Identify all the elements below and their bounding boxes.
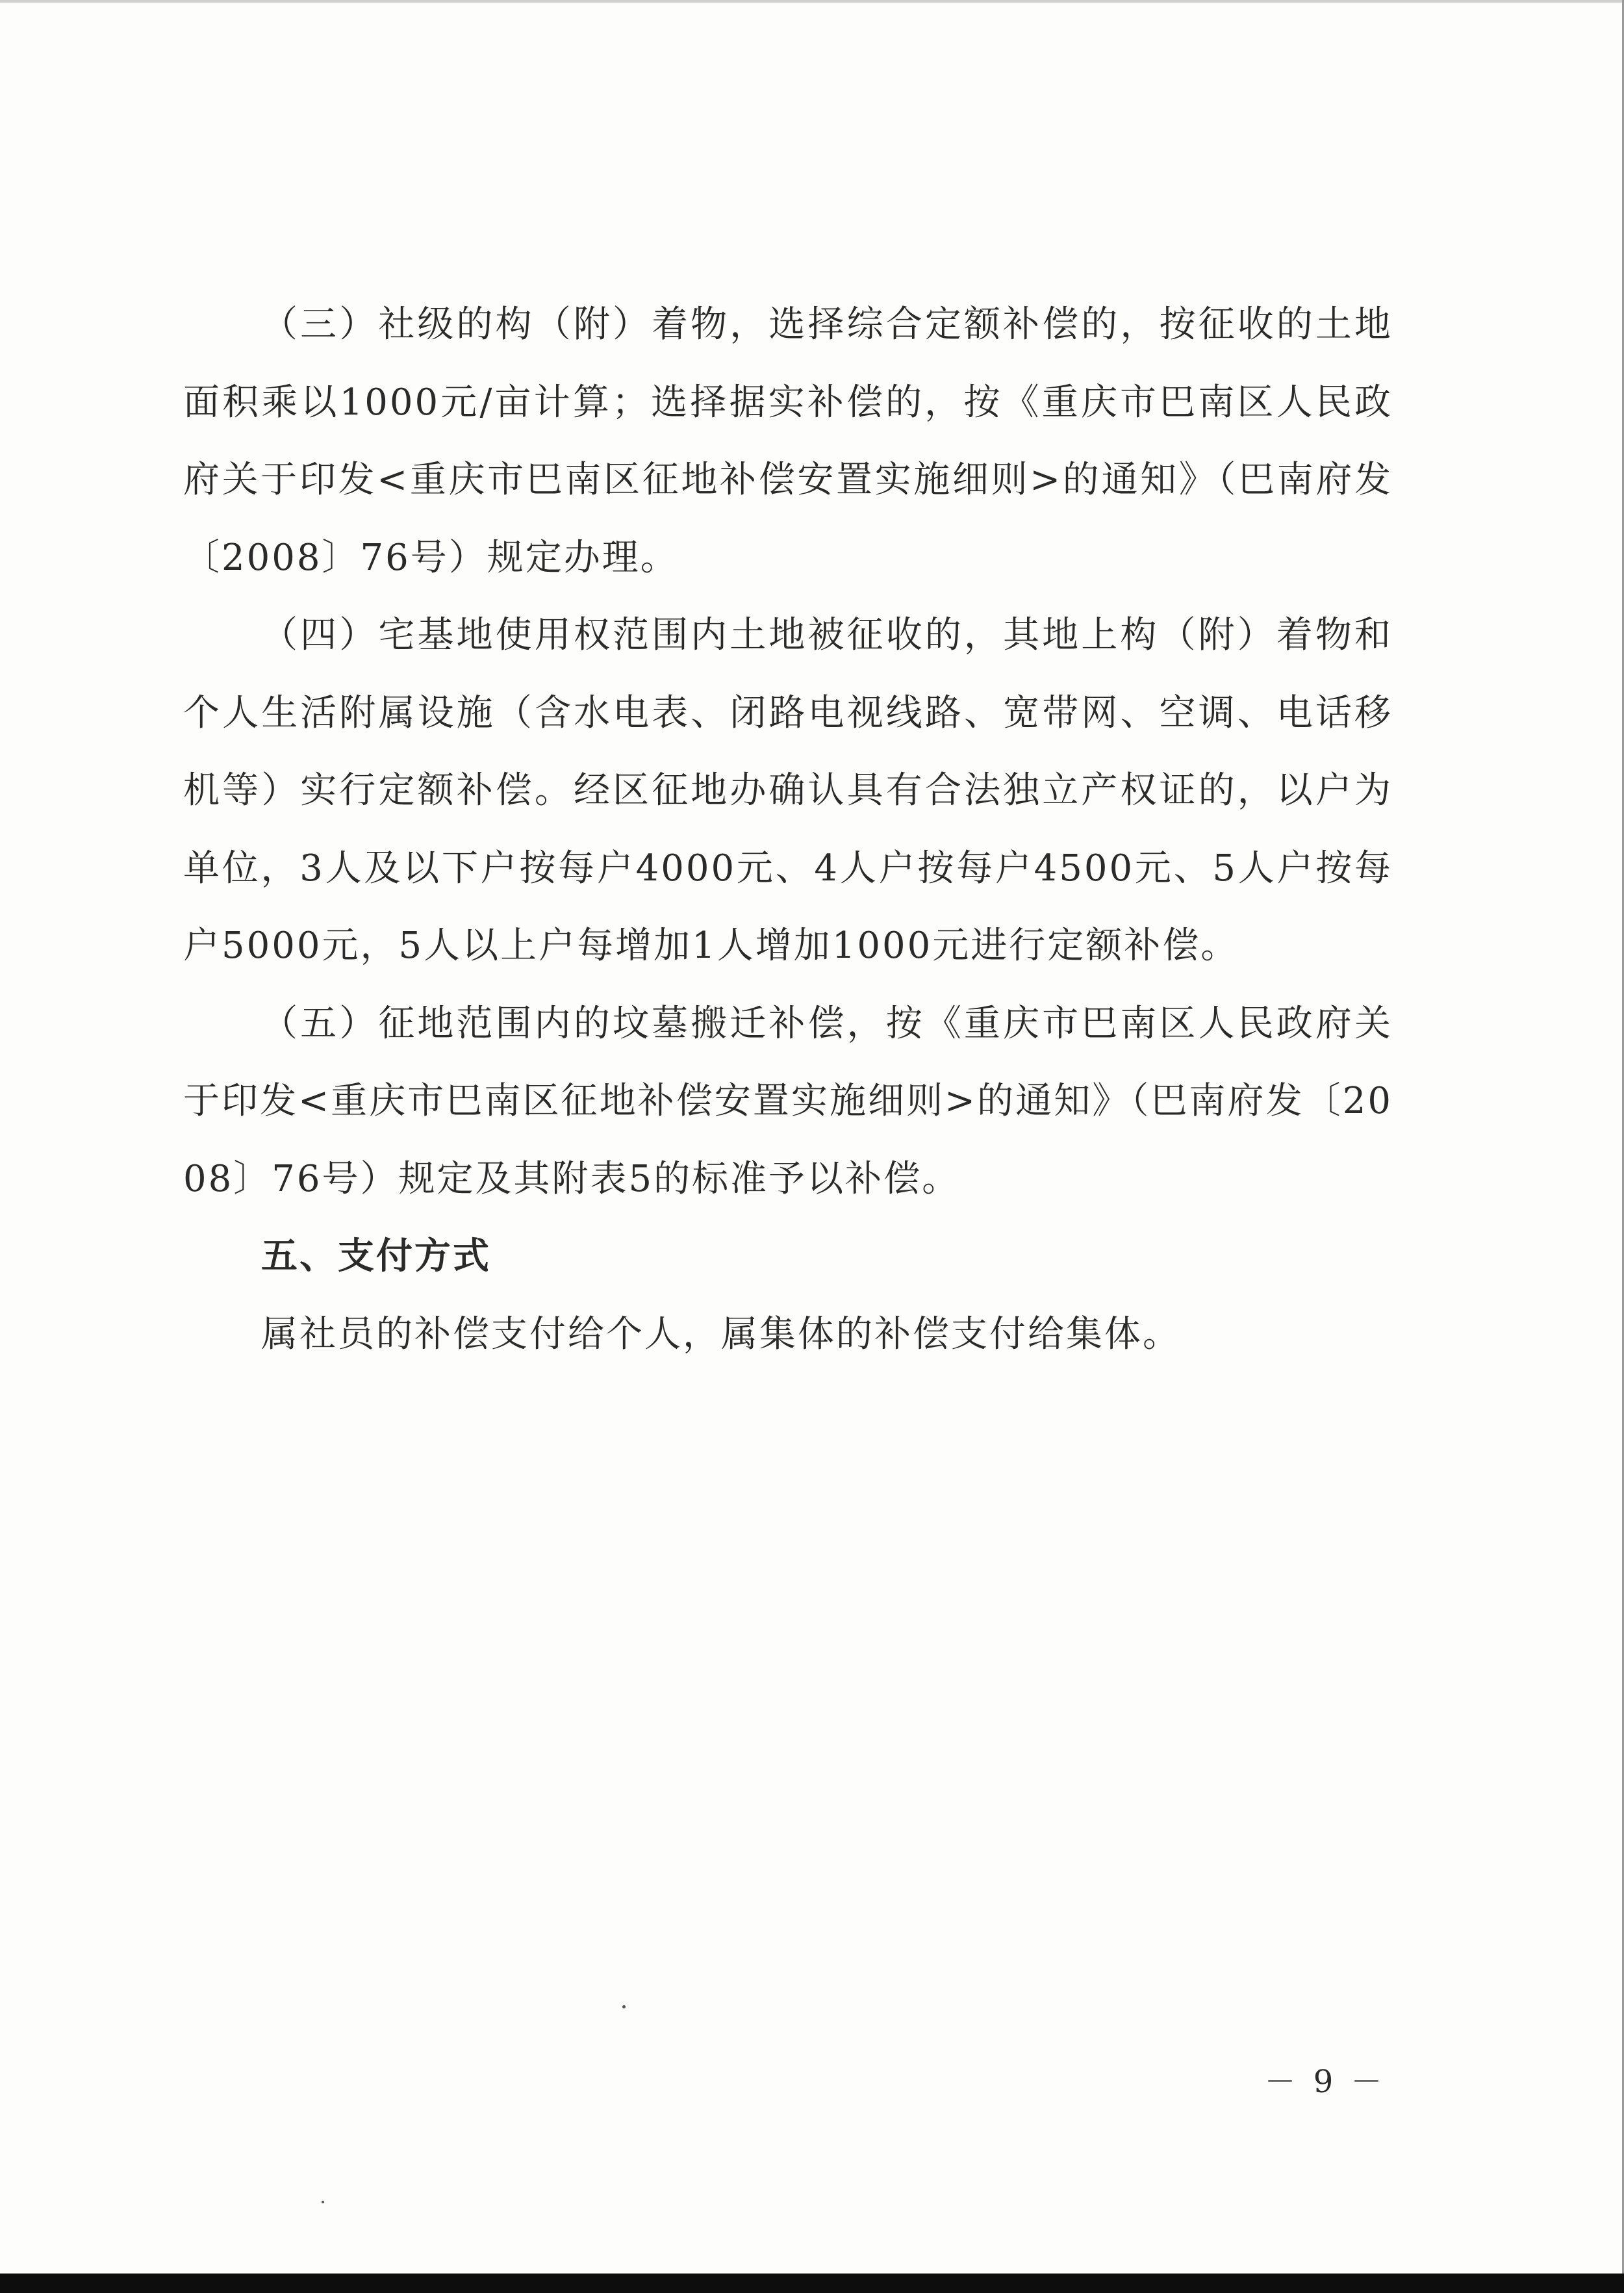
document-body [183,286,1393,1373]
paragraph-payment-method: 属社员的补偿支付给个人，属集体的补偿支付给集体。 [261,1313,1181,1355]
scan-top-edge [0,0,1624,3]
paragraph-4-homestead: （四）宅基地使用权范围内土地被征收的，其地上构（附）着物和个人生活附属设施（含水电表、闭路电视线路、宽带网、空调、电话移机等）实行定额补偿。经区征地办确认具有合法独立产权证的，以户为单位，3人及以下户按每户4000元、4人户按每户4500元、5人户按每户5000元，5人以上户每增加1人增加1000元进行定额补偿。 [183,614,1393,967]
paragraph-3-structures: （三）社级的构（附）着物，选择综合定额补偿的，按征收的土地面积乘以1000元/亩计算；选择据实补偿的，按《重庆市巴南区人民政府关于印发<重庆市巴南区征地补偿安置实施细则>的通知》（巴南府发〔2008〕76号）规定办理。 [183,303,1393,579]
scan-speck [322,2201,324,2203]
scan-bottom-edge [0,2274,1624,2293]
section-heading-payment: 五、支付方式 [261,1235,491,1277]
paragraph-5-graves: （五）征地范围内的坟墓搬迁补偿，按《重庆市巴南区人民政府关于印发<重庆市巴南区征地补偿安置实施细则>的通知》（巴南府发〔2008〕76号）规定及其附表5的标准予以补偿。 [183,1002,1393,1200]
scan-speck [622,2005,626,2008]
page-number: － 9 － [1264,2064,1386,2100]
